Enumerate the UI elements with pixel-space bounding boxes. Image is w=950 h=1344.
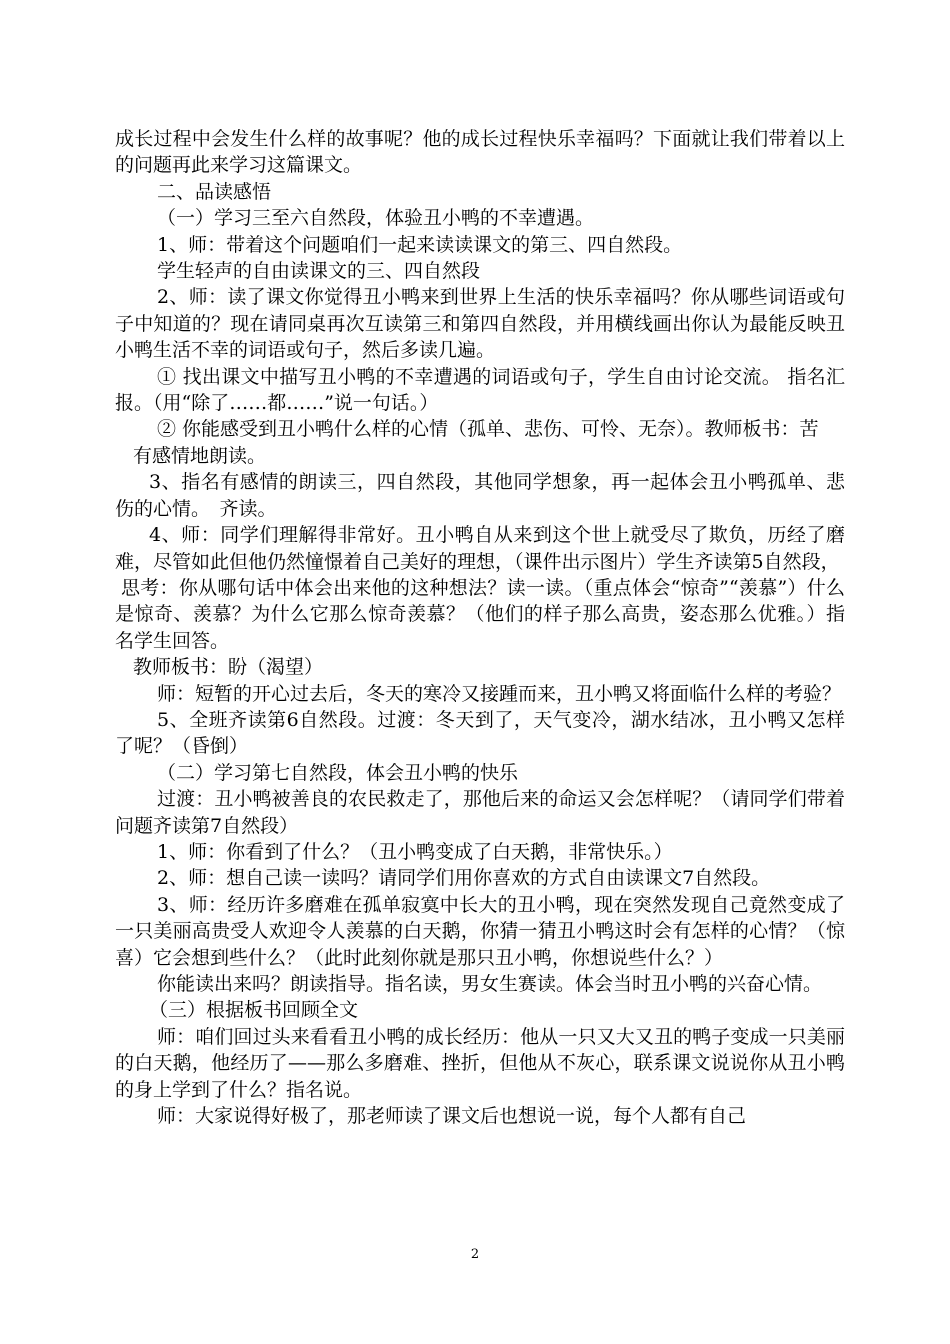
- paragraph: 2、师：想自己读一读吗？请同学们用你喜欢的方式自由读课文7自然段。: [157, 867, 771, 890]
- subsection-heading: （一）学习三至六自然段，体验丑小鸭的不幸遭遇。: [157, 207, 595, 230]
- document-body: [115, 126, 845, 1129]
- paragraph: 你能读出来吗？朗读指导。指名读，男女生赛读。体会当时丑小鸭的兴奋心情。: [157, 973, 823, 995]
- paragraph: 师：短暂的开心过去后，冬天的寒冷又接踵而来，丑小鸭又将面临什么样的考验？: [157, 682, 842, 705]
- paragraph: 1、师：你看到了什么？（丑小鸭变成了白天鹅，非常快乐。）: [157, 840, 673, 863]
- paragraph: ① 找出课文中描写丑小鸭的不幸遭遇的词语或句子，学生自由讨论交流。 指名汇报。（用“除了……都……”说一句话。）: [115, 365, 845, 415]
- paragraph: 有感情地朗读。: [133, 444, 267, 467]
- paragraph: 过渡：丑小鸭被善良的农民救走了，那他后来的命运又会怎样呢？（请同学们带着问题齐读第7自然段）: [115, 788, 845, 837]
- paragraph: 3、师：经历许多磨难在孤单寂寞中长大的丑小鸭，现在突然发现自己竟然变成了一只美丽高贵受人欢迎令人羡慕的白天鹅，你猜一猜丑小鸭这时会有怎样的心情？（惊喜）它会想到些什么？（此时此刻你就是那只丑小鸭，你想说些什么？）: [115, 893, 845, 969]
- paragraph: 2、师：读了课文你觉得丑小鸭来到世界上生活的快乐幸福吗？你从哪些词语或句子中知道的？现在请同桌再次互读第三和第四自然段，并用横线画出你认为最能反映丑小鸭生活不幸的词语或句子，然后多读几遍。: [115, 286, 845, 362]
- section-heading: 二、品读感悟: [157, 180, 272, 203]
- page-number: 2: [470, 1247, 480, 1262]
- paragraph: 1、师：带着这个问题咱们一起来读读课文的第三、四自然段。: [157, 233, 683, 256]
- paragraph: 学生轻声的自由读课文的三、四自然段: [157, 260, 481, 283]
- paragraph: 师：咱们回过头来看看丑小鸭的成长经历：他从一只又大又丑的鸭子变成一只美丽的白天鹅，他经历了——那么多磨难、挫折，但他从不灰心，联系课文说说你从丑小鸭的身上学到了什么？指名说。: [115, 1025, 845, 1101]
- paragraph: 5、全班齐读第6自然段。过渡：冬天到了，天气变冷，湖水结冰，丑小鸭又怎样了呢？（昏倒）: [115, 708, 845, 758]
- subsection-heading: （二）学习第七自然段，体会丑小鸭的快乐: [157, 761, 519, 784]
- paragraph: 思考：你从哪句话中体会出来他的这种想法？读一读。（重点体会“惊奇”“羡慕”）什么是惊奇、羡慕？为什么它那么惊奇羡慕？（他们的样子那么高贵，姿态那么优雅。）指名学生回答。: [115, 576, 845, 652]
- paragraph: 师：大家说得好极了，那老师读了课文后也想说一说，每个人都有自己: [157, 1105, 747, 1128]
- paragraph: 教师板书：盼（渴望）: [133, 656, 324, 679]
- paragraph: 3、指名有感情的朗读三，四自然段，其他同学想象，再一起体会丑小鸭孤单、悲伤的心情。 齐读。: [115, 471, 845, 520]
- paragraph: 4、师：同学们理解得非常好。丑小鸭自从来到这个世上就受尽了欺负，历经了磨难，尽管如此但他仍然憧憬着自己美好的理想，（课件出示图片）学生齐读第5自然段，: [115, 524, 845, 573]
- subsection-heading: （三）根据板书回顾全文: [149, 999, 359, 1022]
- paragraph: 成长过程中会发生什么样的故事呢？他的成长过程快乐幸福吗？下面就让我们带着以上的问题再此来学习这篇课文。: [115, 128, 845, 177]
- paragraph: ② 你能感受到丑小鸭什么样的心情（孤单、悲伤、可怜、无奈）。教师板书：苦: [157, 418, 819, 441]
